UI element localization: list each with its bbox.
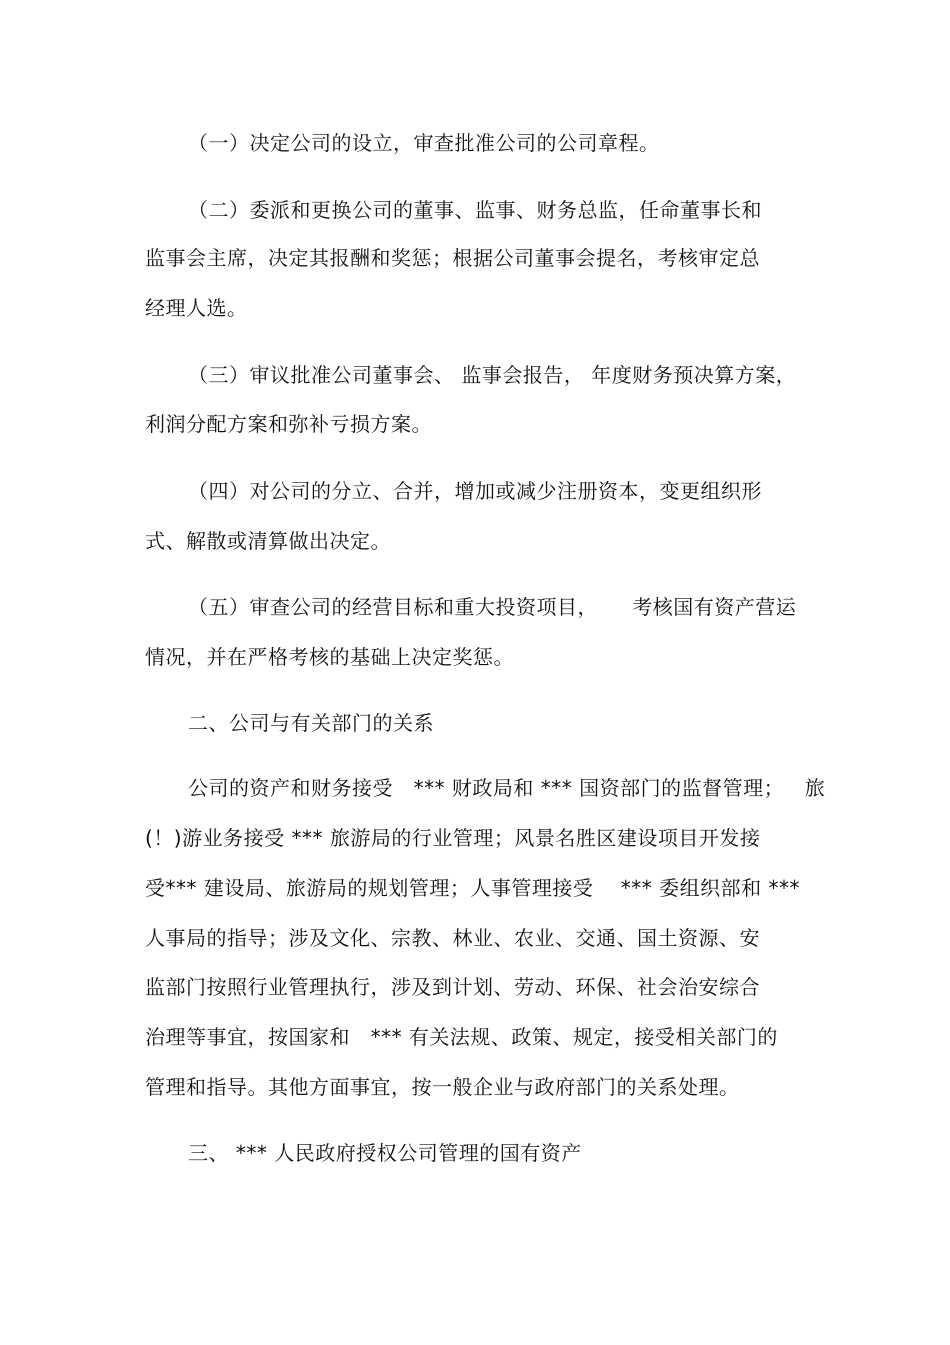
item-label: （一）	[188, 131, 250, 155]
section-2-line-4: 人事局的指导；涉及文化、宗教、林业、农业、交通、国土资源、安	[145, 926, 760, 950]
section-2-line-3: 受*** 建设局、旅游局的规划管理；人事管理接受 *** 委组织部和 ***	[145, 876, 801, 900]
item-label: （五）	[188, 595, 250, 619]
item-5-line-2: 情况，并在严格考核的基础上决定奖惩。	[145, 645, 514, 669]
section-2-line-1: 公司的资产和财务接受 *** 财政局和 *** 国资部门的监督管理； 旅	[188, 776, 826, 800]
item-1-line-1	[188, 130, 660, 156]
item-text: 委派和更换公司的董事、监事、财务总监，任命董事长和	[249, 198, 762, 222]
item-label: （二）	[188, 198, 250, 222]
item-4-line-2: 式、解散或清算做出决定。	[145, 529, 391, 553]
section-2-heading: 二、公司与有关部门的关系	[188, 711, 434, 735]
item-3-line-2: 利润分配方案和弥补亏损方案。	[145, 412, 432, 436]
item-label: （三）	[188, 363, 250, 387]
section-3-heading: 三、 *** 人民政府授权公司管理的国有资产	[188, 1141, 582, 1165]
item-text: 决定公司的设立，审查批准公司的公司章程。	[249, 131, 660, 155]
section-2-line-7: 管理和指导。其他方面事宜，按一般企业与政府部门的关系处理。	[145, 1075, 740, 1099]
section-2-line-5: 监部门按照行业管理执行，涉及到计划、劳动、环保、社会治安综合	[145, 975, 760, 999]
section-2-line-6: 治理等事宜，按国家和 *** 有关法规、政策、规定，接受相关部门的	[145, 1025, 778, 1049]
item-text: 审查公司的经营目标和重大投资项目， 考核国有资产营运	[249, 595, 797, 619]
item-text: 审议批准公司董事会、 监事会报告， 年度财务预决算方案，	[249, 363, 797, 387]
item-label: （四）	[188, 479, 250, 503]
item-5-line-1	[188, 594, 796, 620]
item-2-line-1	[188, 197, 762, 223]
item-4-line-1	[188, 478, 762, 504]
section-2-line-2: (！)游业务接受 *** 旅游局的行业管理；风景名胜区建设项目开发接	[145, 826, 761, 850]
item-2-line-2: 监事会主席，决定其报酬和奖惩；根据公司董事会提名，考核审定总	[145, 246, 760, 270]
item-text: 对公司的分立、合并，增加或减少注册资本，变更组织形	[249, 479, 762, 503]
item-2-line-3: 经理人选。	[145, 296, 248, 320]
item-3-line-1	[188, 362, 796, 388]
